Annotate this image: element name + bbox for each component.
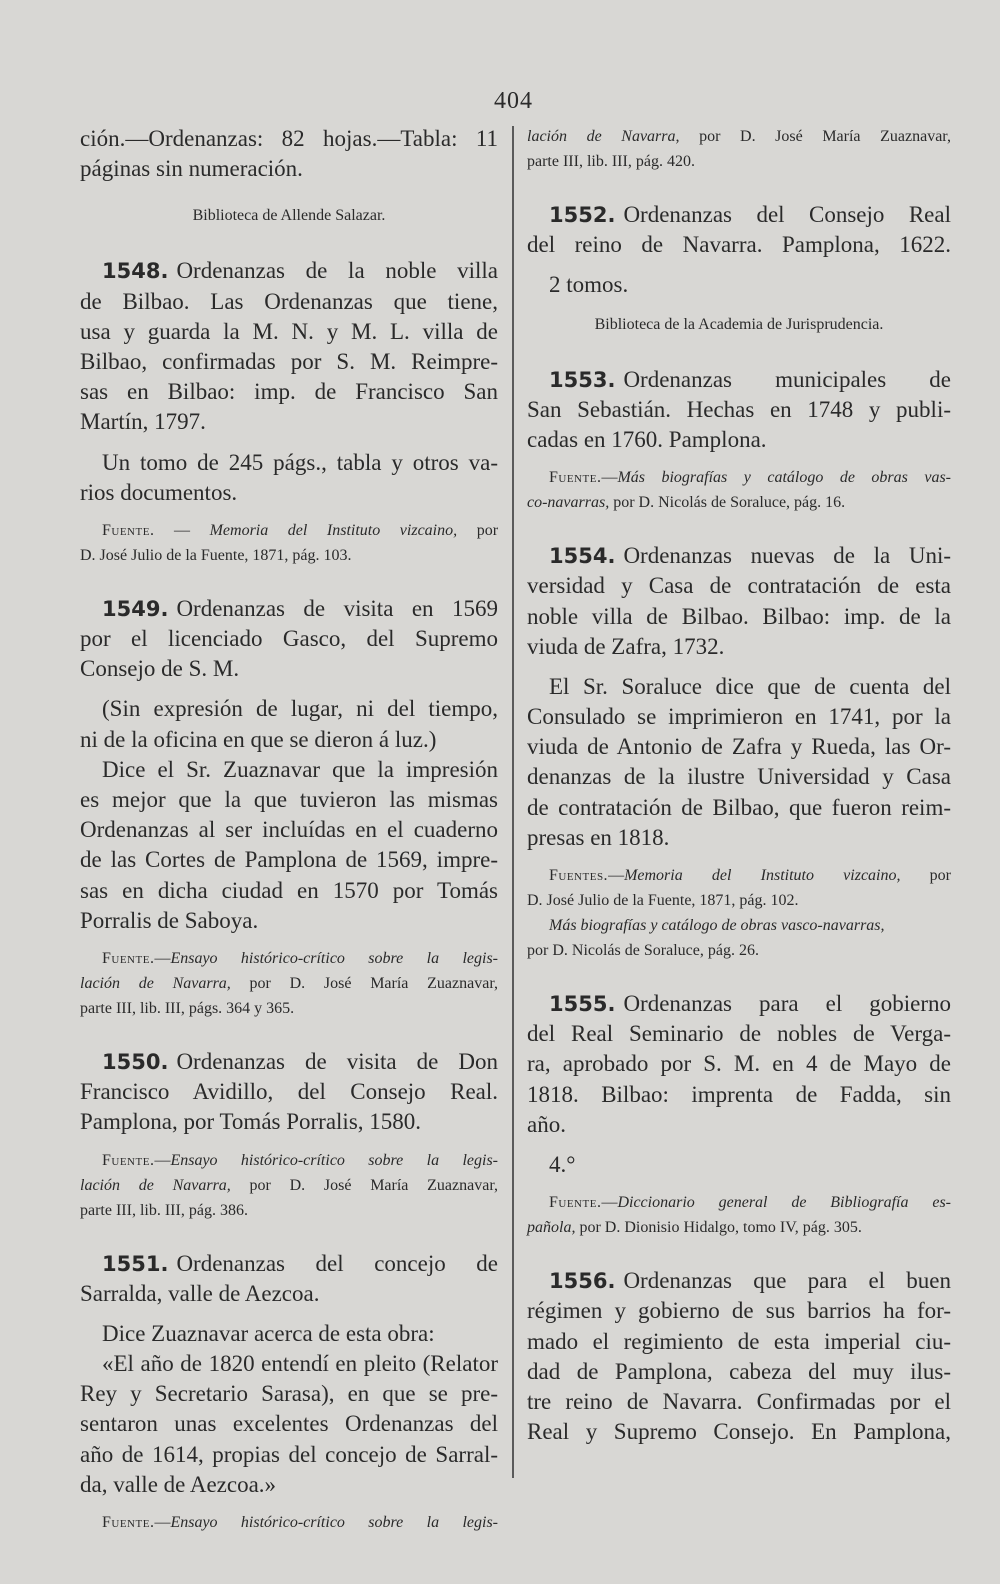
entry-title: Ordenanzas nuevas de la Uni-: [623, 543, 951, 569]
entry-number: 1548.: [102, 259, 169, 284]
entry-1554: [527, 541, 951, 963]
entry-description: «El año de 1820 entendí en pleito (Relator: [102, 1351, 498, 1377]
right-column: [527, 124, 951, 1447]
source-note: pañola, por D. Dionisio Hidalgo, tomo IV, pág. 305.: [527, 1219, 862, 1237]
entry-description: Rey y Secretario Sarasa), en que se pre-: [80, 1381, 498, 1407]
entry-description: es mejor que la que tuvieron las mismas: [80, 787, 498, 812]
entry-1555: [527, 989, 951, 1240]
source-note: Más biografías y catálogo de obras vasco-navarras,: [549, 917, 885, 934]
entry-description: de las Cortes de Pamplona de 1569, impre-: [80, 847, 498, 873]
entry-title-line: viuda de Zafra, 1732.: [527, 633, 725, 659]
entry-1556: [527, 1266, 951, 1447]
entry-title: Ordenanzas del concejo de: [176, 1250, 498, 1276]
entry-number: 1550.: [102, 1049, 169, 1074]
source-note: Fuente.—Ensayo histórico-crítico sobre la legis-: [102, 1514, 498, 1531]
entry-title-line: 1818. Bilbao: imprenta de Fadda, sin: [527, 1081, 951, 1107]
entry-title-line: ra, aprobado por S. M. en 4 de Mayo de: [527, 1051, 951, 1077]
entry-title: Ordenanzas de la noble villa: [176, 258, 498, 284]
entry-title-line: sas en Bilbao: imp. de Francisco San: [80, 379, 498, 405]
entry-title-line: Francisco Avidillo, del Consejo Real.: [80, 1079, 498, 1105]
entry-1549: [80, 594, 498, 1021]
entry-description: (Sin expresión de lugar, ni del tiempo,: [102, 696, 498, 722]
entry-description: Dice Zuaznavar acerca de esta obra:: [102, 1320, 435, 1346]
left-column: [80, 124, 498, 1535]
entry-description: de contratación de Bilbao, que fueron reim-: [527, 794, 951, 820]
entry-number: 1553.: [549, 367, 616, 392]
entry-number: 1554.: [549, 544, 616, 569]
entry-number: 1552.: [549, 203, 616, 227]
source-note: lación de Navarra, por D. José María Zuaznavar,: [80, 1176, 499, 1194]
source-note: Fuente.—Ensayo histórico-crítico sobre la legis-: [102, 1151, 498, 1169]
entry-description: Consulado se imprimieron en 1741, por la: [527, 704, 951, 730]
entry-number: 1555.: [549, 992, 616, 1016]
entry-title-line: del reino de Navarra. Pamplona, 1622.: [527, 232, 951, 258]
entry-1550: [80, 1047, 498, 1223]
source-note: D. José Julio de la Fuente, 1871, pág. 103.: [80, 546, 352, 564]
entry-title-line: usa y guarda la M. N. y M. L. villa de: [80, 318, 498, 344]
entry-title-line: versidad y Casa de contratación de esta: [527, 573, 951, 599]
source-note: Fuente.—Más biografías y catálogo de obras vas-: [549, 469, 951, 487]
entry-description: sentaron unas excelentes Ordenanzas del: [80, 1411, 498, 1437]
source-note: Fuente. — Memoria del Instituto vizcaino, por: [102, 521, 499, 539]
entry-title: Ordenanzas municipales de: [623, 366, 951, 392]
library-note: Biblioteca de la Academia de Jurisprudencia.: [594, 315, 884, 333]
library-note: Biblioteca de Allende Salazar.: [192, 207, 386, 225]
entry-title-line: noble villa de Bilbao. Bilbao: imp. de la: [527, 603, 951, 629]
entry-description: Ordenanzas al ser incluídas en el cuaderno: [80, 817, 498, 843]
entry-1548: [80, 256, 498, 568]
entry-title-line: Real y Supremo Consejo. En Pamplona,: [527, 1419, 951, 1445]
entry-description: Porralis de Saboya.: [80, 907, 259, 933]
text-line: páginas sin numeración.: [80, 156, 303, 182]
entry-description: Un tomo de 245 págs., tabla y otros va-: [102, 449, 498, 475]
source-note: D. José Julio de la Fuente, 1871, pág. 102.: [527, 892, 799, 909]
entry-number: 1551.: [102, 1251, 169, 1276]
entry-title-line: cadas en 1760. Pamplona.: [527, 426, 767, 452]
entry-description: 4.°: [549, 1151, 576, 1177]
entry-title-line: mado el regimiento de esta imperial ciu-: [527, 1328, 951, 1354]
entry-description: presas en 1818.: [527, 824, 670, 850]
entry-title: Ordenanzas del Consejo Real: [623, 202, 951, 227]
text-line: ción.—Ordenanzas: 82 hojas.—Tabla: 11: [80, 126, 498, 151]
entry-description: 2 tomos.: [549, 272, 629, 298]
entry-title: Ordenanzas de visita en 1569: [176, 595, 498, 621]
source-note: por D. Nicolás de Soraluce, pág. 26.: [527, 942, 759, 959]
entry-description: sas en dicha ciudad en 1570 por Tomás: [80, 877, 498, 903]
entry-title-line: Sarralda, valle de Aezcoa.: [80, 1280, 320, 1306]
source-note: lación de Navarra, por D. José María Zuaznavar,: [80, 974, 499, 992]
source-note: lación de Navarra, por D. José María Zuaznavar,: [527, 128, 951, 145]
entry-title-line: San Sebastián. Hechas en 1748 y publi-: [527, 396, 951, 422]
entry-number: 1549.: [102, 596, 169, 621]
entry-title-line: Bilbao, confirmadas por S. M. Reimpre-: [80, 348, 498, 374]
source-note: parte III, lib. III, págs. 364 y 365.: [80, 999, 295, 1017]
entry-title-line: de Bilbao. Las Ordenanzas que tiene,: [80, 288, 498, 314]
source-note: co-navarras, por D. Nicolás de Soraluce, pág. 16.: [527, 494, 846, 512]
entry-title-line: Consejo de S. M.: [80, 656, 240, 682]
entry-number: 1556.: [549, 1269, 616, 1294]
entry-description: denanzas de la ilustre Universidad y Casa: [527, 764, 951, 790]
entry-1551: [80, 1249, 498, 1536]
source-note: parte III, lib. III, pág. 386.: [80, 1201, 248, 1219]
entry-title-line: régimen y gobierno de sus barrios ha for-: [527, 1298, 951, 1324]
entry-description: viuda de Antonio de Zafra y Rueda, las Or-: [527, 734, 951, 760]
entry-1553: [527, 365, 951, 516]
entry-1552: [527, 200, 951, 339]
entry-title: Ordenanzas que para el buen: [623, 1268, 951, 1294]
entry-description: da, valle de Aezcoa.»: [80, 1471, 277, 1497]
entry-title: Ordenanzas para el gobierno: [623, 991, 951, 1016]
entry-title-line: del Real Seminario de nobles de Verga-: [527, 1021, 951, 1047]
entry-title-line: Pamplona, por Tomás Porralis, 1580.: [80, 1109, 422, 1135]
entry-title-line: Martín, 1797.: [80, 409, 206, 435]
entry-description: Dice el Sr. Zuaznavar que la impresión: [102, 756, 498, 782]
entry-description: año de 1614, propias del concejo de Sarral-: [80, 1441, 498, 1467]
entry-title-line: año.: [527, 1111, 566, 1137]
page-number: 404: [494, 88, 533, 114]
source-note: Fuentes.—Memoria del Instituto vizcaino, por: [549, 867, 951, 884]
source-note: Fuente.—Diccionario general de Bibliografía es-: [549, 1194, 951, 1212]
entry-title-line: por el licenciado Gasco, del Supremo: [80, 626, 498, 652]
source-note: parte III, lib. III, pág. 420.: [527, 153, 695, 170]
entry-description: El Sr. Soraluce dice que de cuenta del: [549, 673, 951, 699]
entry-title: Ordenanzas de visita de Don: [176, 1048, 498, 1074]
source-note: Fuente.—Ensayo histórico-crítico sobre la legis-: [102, 949, 498, 967]
column-divider: [512, 126, 514, 1478]
entry-description: ni de la oficina en que se dieron á luz.): [80, 726, 437, 752]
entry-title-line: dad de Pamplona, cabeza del muy ilus-: [527, 1358, 951, 1384]
entry-description: rios documentos.: [80, 479, 238, 505]
entry-title-line: tre reino de Navarra. Confirmadas por el: [527, 1388, 951, 1414]
